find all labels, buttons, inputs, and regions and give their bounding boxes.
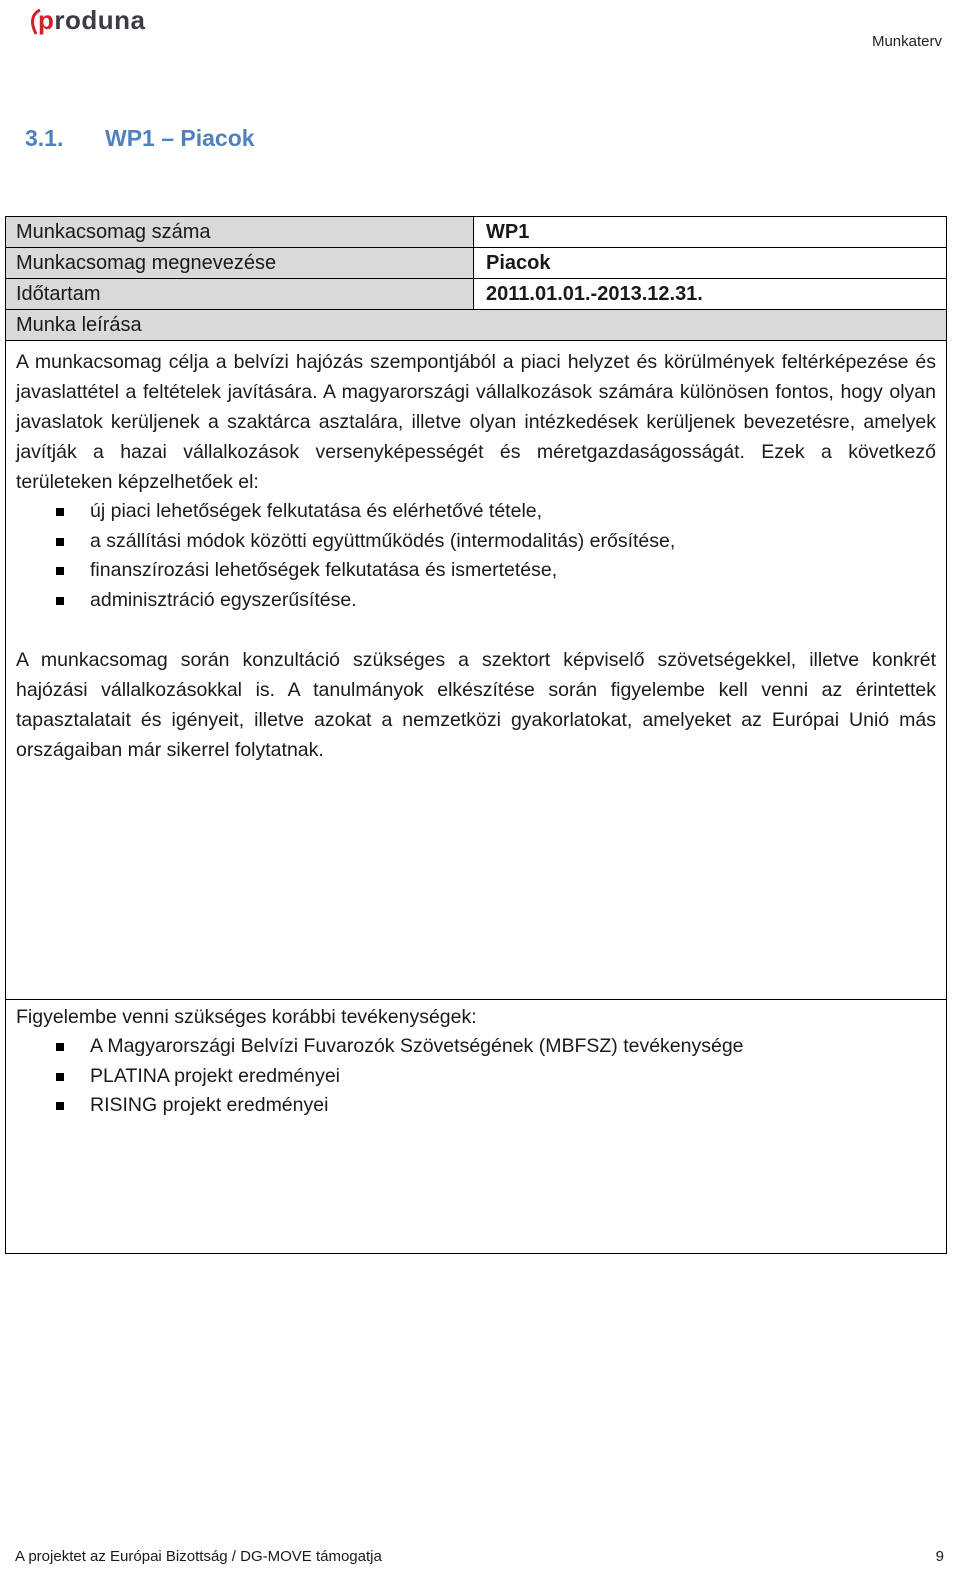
section-number: 3.1. xyxy=(25,125,64,151)
list-item: finanszírozási lehetőségek felkutatása és ismertetése, xyxy=(56,556,936,586)
description-bullet-list xyxy=(16,497,936,615)
description-paragraph: A munkacsomag során konzultáció szükséges a szektort képviselő szövetségekkel, illetve konkrét hajózási vállalkozásokkal is. A tanulmányok elkészítése során figyelembe kell venni az érintettek tapasztalatait és igényeit, illetve azokat a nemzetközi gyakorlatokat, amelyeket az Európai Unió más országaiban már sikerrel folytatnak. xyxy=(16,649,936,761)
prior-activities-title: Figyelembe venni szükséges korábbi tevékenységek: xyxy=(16,1006,477,1028)
logo xyxy=(28,4,146,40)
section-heading xyxy=(25,125,255,152)
logo-text: produna xyxy=(38,4,146,35)
work-package-table xyxy=(5,216,947,1254)
list-item: RISING projekt eredményei xyxy=(56,1091,936,1121)
prior-activities-list xyxy=(16,1032,936,1121)
row-value: Piacok xyxy=(486,252,551,274)
list-item: adminisztráció egyszerűsítése. xyxy=(56,586,936,616)
table-row xyxy=(6,248,946,279)
row-value: 2011.01.01.-2013.12.31. xyxy=(486,283,703,305)
row-label: Munkacsomag megnevezése xyxy=(6,248,474,278)
list-item: új piaci lehetőségek felkutatása és elérhetővé tétele, xyxy=(56,497,936,527)
description-header-row xyxy=(6,310,946,341)
prior-activities-cell xyxy=(6,1002,946,1253)
table-row xyxy=(6,217,946,248)
description-paragraph: A munkacsomag célja a belvízi hajózás szempontjából a piaci helyzet és körülmények feltérképezése és javaslattétel a feltételek javítására. A magyarországi vállalkozások számára különösen fontos, hogy olyan javaslatok kerüljenek a szaktárca asztalára, illetve olyan intézkedések kerüljenek bevezetésre, amelyek javítják a hazai vállalkozások versenyképességét és méretgazdaságosságát. Ezek a következő területeken képzelhetőek el: xyxy=(16,351,936,493)
row-label: Munkacsomag száma xyxy=(6,217,474,247)
page-number: 9 xyxy=(935,1548,944,1565)
footer-text: A projektet az Európai Bizottság / DG-MOVE támogatja xyxy=(15,1548,382,1565)
row-value: WP1 xyxy=(486,221,530,243)
list-item: PLATINA projekt eredményei xyxy=(56,1062,936,1092)
description-cell xyxy=(6,341,946,1000)
table-row xyxy=(6,279,946,310)
row-label: Időtartam xyxy=(6,279,474,309)
header-document-type: Munkaterv xyxy=(871,33,942,50)
list-item: A Magyarországi Belvízi Fuvarozók Szövetségének (MBFSZ) tevékenysége xyxy=(56,1032,936,1062)
section-title: WP1 – Piacok xyxy=(105,125,255,151)
list-item: a szállítási módok közötti együttműködés (intermodalitás) erősítése, xyxy=(56,527,936,557)
description-label: Munka leírása xyxy=(6,310,946,340)
